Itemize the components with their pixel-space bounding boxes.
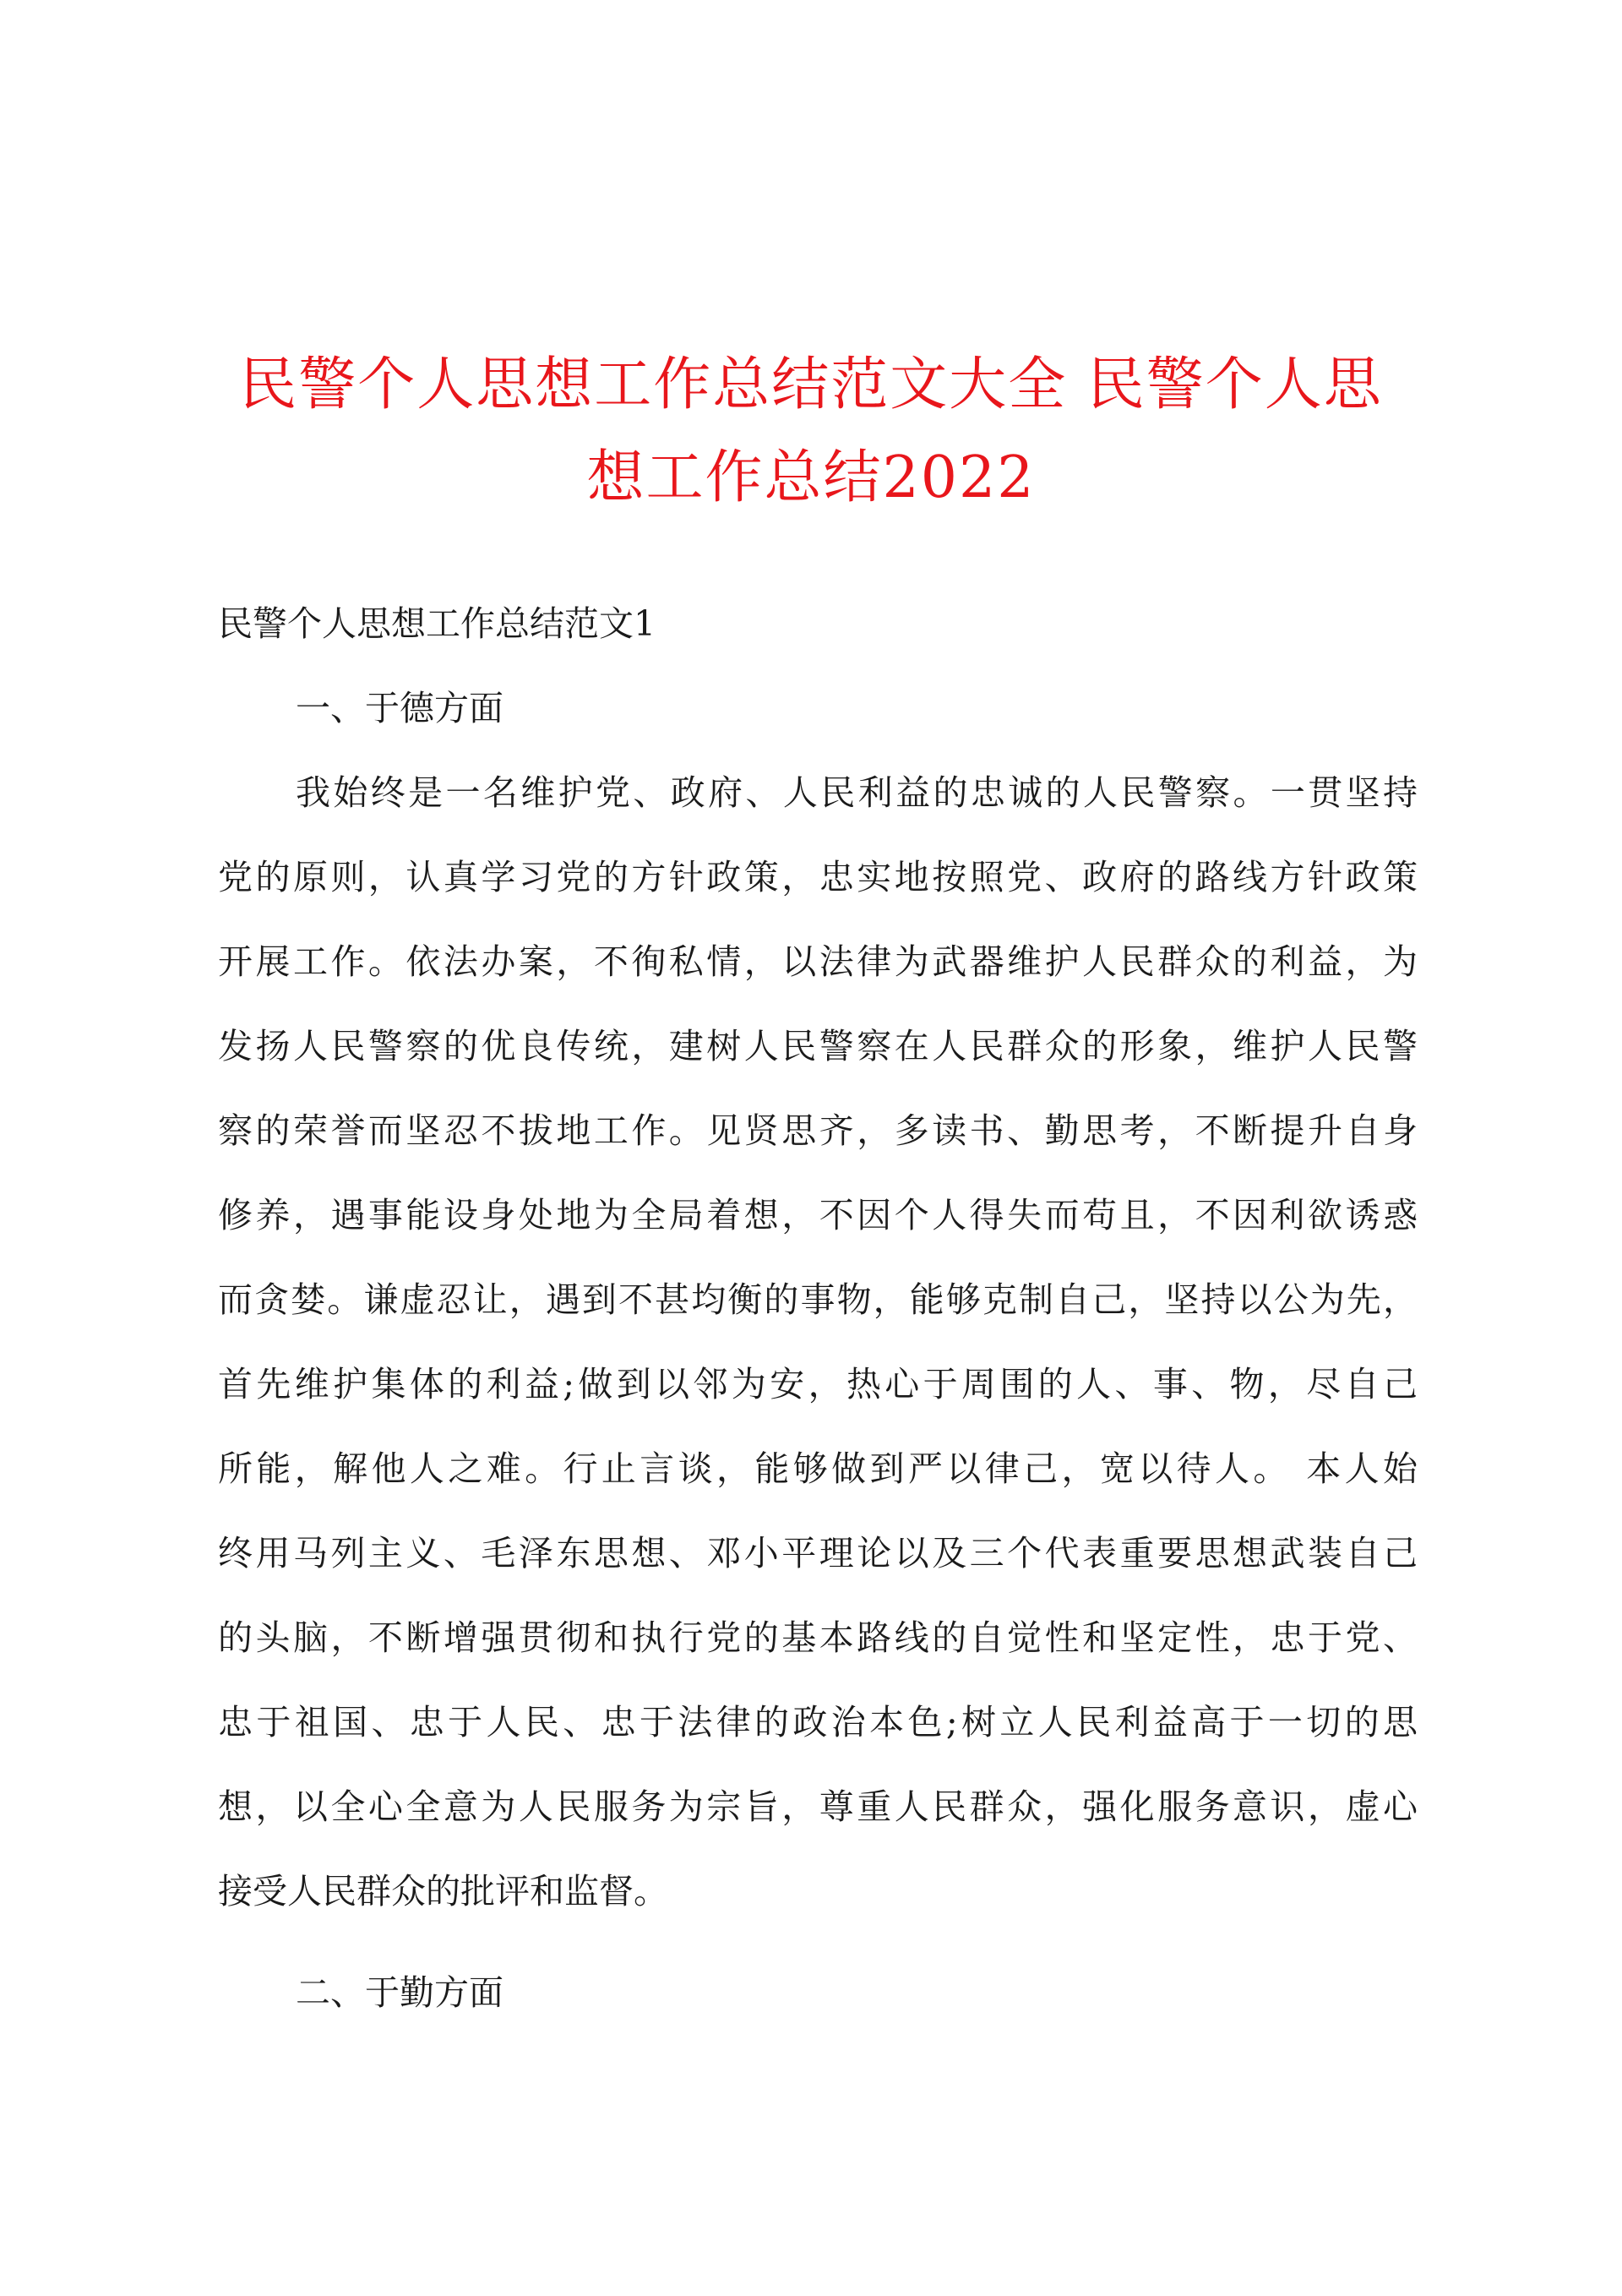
document-title-line-1: 民警个人思想工作总结范文大全 民警个人思 <box>239 352 1383 418</box>
document-title-line-2: 想工作总结2022 <box>586 444 1036 511</box>
paragraph-line: 修养，遇事能设身处地为全局着想，不因个人得失而苟且，不因利欲诱惑 <box>218 1195 1418 1235</box>
paragraph-line: 党的原则，认真学习党的方针政策，忠实地按照党、政府的路线方针政策 <box>218 857 1418 897</box>
paragraph-line: 而贪婪。谦虚忍让，遇到不甚均衡的事物，能够克制自己，坚持以公为先， <box>218 1279 1418 1320</box>
section-heading-qin: 二、于勤方面 <box>296 1972 503 2013</box>
paragraph-line: 发扬人民警察的优良传统，建树人民警察在人民群众的形象，维护人民警 <box>218 1026 1418 1066</box>
paragraph-line: 开展工作。依法办案，不徇私情，以法律为武器维护人民群众的利益，为 <box>218 941 1418 982</box>
paragraph-line: 我始终是一名维护党、政府、人民利益的忠诚的人民警察。一贯坚持 <box>296 772 1418 813</box>
paragraph-line: 的头脑，不断增强贯彻和执行党的基本路线的自觉性和坚定性，忠于党、 <box>218 1617 1418 1658</box>
paragraph-line: 忠于祖国、忠于人民、忠于法律的政治本色;树立人民利益高于一切的思 <box>218 1702 1418 1742</box>
paragraph-line: 接受人民群众的批评和监督。 <box>218 1871 668 1912</box>
paragraph-line: 想，以全心全意为人民服务为宗旨，尊重人民群众，强化服务意识，虚心 <box>218 1786 1418 1827</box>
document-subtitle: 民警个人思想工作总结范文1 <box>218 603 656 644</box>
paragraph-line: 终用马列主义、毛泽东思想、邓小平理论以及三个代表重要思想武装自己 <box>218 1533 1418 1573</box>
paragraph-line: 首先维护集体的利益;做到以邻为安，热心于周围的人、事、物，尽自己 <box>218 1364 1418 1404</box>
section-heading-de: 一、于德方面 <box>296 688 503 728</box>
paragraph-line: 所能，解他人之难。行止言谈，能够做到严以律己，宽以待人。 本人始 <box>218 1448 1418 1489</box>
paragraph-line: 察的荣誉而坚忍不拔地工作。见贤思齐，多读书、勤思考，不断提升自身 <box>218 1110 1418 1151</box>
